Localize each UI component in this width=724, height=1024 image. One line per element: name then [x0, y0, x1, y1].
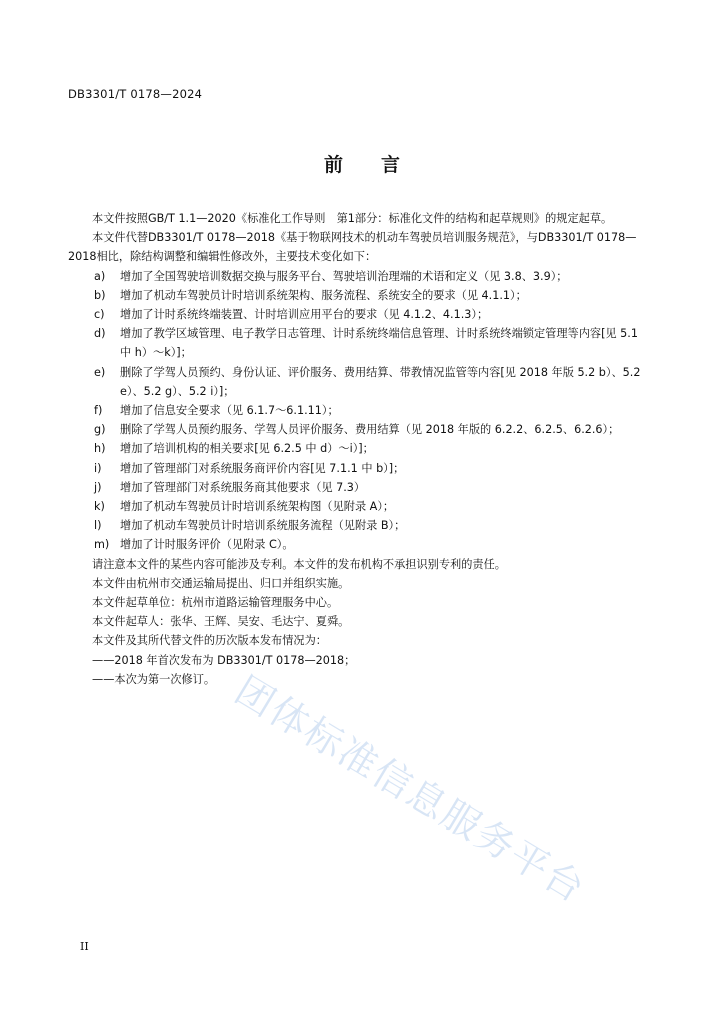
list-marker: k): [94, 500, 105, 514]
list-marker: c): [94, 308, 105, 322]
document-body: [68, 209, 642, 689]
paragraph-replacement: 本文件代替DB3301/T 0178—2018《基于物联网技术的机动车驾驶员培训服务规范》，与DB3301/T 0178—2018相比，除结构调整和编辑性修改外，主要技术变化如下：: [68, 231, 637, 264]
paragraph-drafting-rules: 本文件按照GB/T 1.1—2020《标准化工作导则 第1部分：标准化文件的结构和起草规则》的规定起草。: [92, 212, 613, 225]
list-marker: f): [94, 404, 103, 418]
paragraph-proposer: 本文件由杭州市交通运输局提出、归口并组织实施。: [92, 576, 350, 590]
list-marker: e): [94, 365, 106, 379]
title-char-1: 前: [323, 154, 343, 176]
list-item: [68, 305, 642, 324]
list-marker: g): [94, 423, 106, 437]
list-marker: d): [94, 327, 106, 341]
list-item: [68, 363, 642, 401]
list-item: [68, 535, 642, 554]
list-marker: h): [94, 442, 106, 456]
list-item-text: 增加了管理部门对系统服务商评价内容[见 7.1.1 中 b）]；: [120, 461, 405, 475]
list-item: [68, 459, 642, 478]
paragraph-patent-notice: 请注意本文件的某些内容可能涉及专利。本文件的发布机构不承担识别专利的责任。: [92, 557, 506, 571]
paragraph-drafters: 本文件起草人：张华、王辉、吴安、毛达宁、夏舜。: [92, 615, 350, 629]
list-item-text: 增加了计时服务评价（见附录 C）。: [120, 538, 294, 552]
list-item-text: 增加了全国驾驶培训数据交换与服务平台、驾驶培训治理端的术语和定义（见 3.8、3.9）；: [120, 269, 568, 283]
paragraph-drafting-unit: 本文件起草单位：杭州市道路运输管理服务中心。: [92, 596, 339, 610]
list-item: [68, 497, 642, 516]
watermark: 团体标准信息服务平台: [227, 667, 594, 912]
list-marker: m): [94, 538, 110, 552]
page-title: [0, 150, 724, 177]
list-item: [68, 516, 642, 535]
list-marker: b): [94, 288, 106, 302]
history-item: ——2018 年首次发布为 DB3301/T 0178—2018；: [92, 653, 356, 667]
list-item-text: 增加了信息安全要求（见 6.1.7～6.1.11）；: [120, 404, 339, 418]
list-item: [68, 267, 642, 286]
list-item-text: 增加了机动车驾驶员计时培训系统架构图（见附录 A）；: [120, 500, 395, 514]
list-marker: l): [94, 519, 102, 533]
list-item: [68, 420, 642, 439]
list-item-text: 增加了计时系统终端装置、计时培训应用平台的要求（见 4.1.2、4.1.3）；: [120, 308, 489, 322]
list-item-text: 增加了教学区域管理、电子教学日志管理、计时系统终端信息管理、计时系统终端锁定管理等内容[见 5.1 中 h）～k）]；: [120, 327, 638, 360]
document-code: DB3301/T 0178—2024: [68, 87, 203, 101]
list-item-text: 增加了机动车驾驶员计时培训系统服务流程（见附录 B）；: [120, 519, 406, 533]
list-item-text: 增加了管理部门对系统服务商其他要求（见 7.3）: [120, 480, 366, 494]
list-item: [68, 478, 642, 497]
list-item: [68, 286, 642, 305]
history-item: ——本次为第一次修订。: [92, 672, 216, 686]
paragraph-history-intro: 本文件及其所代替文件的历次版本发布情况为：: [92, 634, 327, 648]
change-list: [68, 267, 642, 555]
list-item-text: 删除了学驾人员预约、身份认证、评价服务、费用结算、带教情况监管等内容[见 2018 年版 5.2 b）、5.2 e）、5.2 g）、5.2 i）]；: [120, 365, 641, 398]
list-marker: j): [94, 480, 102, 494]
list-item: [68, 324, 642, 362]
list-item-text: 增加了机动车驾驶员计时培训系统架构、服务流程、系统安全的要求（见 4.1.1）；: [120, 288, 527, 302]
list-item-text: 增加了培训机构的相关要求[见 6.2.5 中 d）～i）]；: [120, 442, 374, 456]
title-char-2: 言: [381, 154, 401, 176]
list-item: [68, 401, 642, 420]
list-marker: i): [94, 461, 102, 475]
list-item: [68, 439, 642, 458]
list-item-text: 删除了学驾人员预约服务、学驾人员评价服务、费用结算（见 2018 年版的 6.2.2、6.2.5、6.2.6）；: [120, 423, 620, 437]
list-marker: a): [94, 269, 106, 283]
page-number: II: [80, 940, 89, 953]
